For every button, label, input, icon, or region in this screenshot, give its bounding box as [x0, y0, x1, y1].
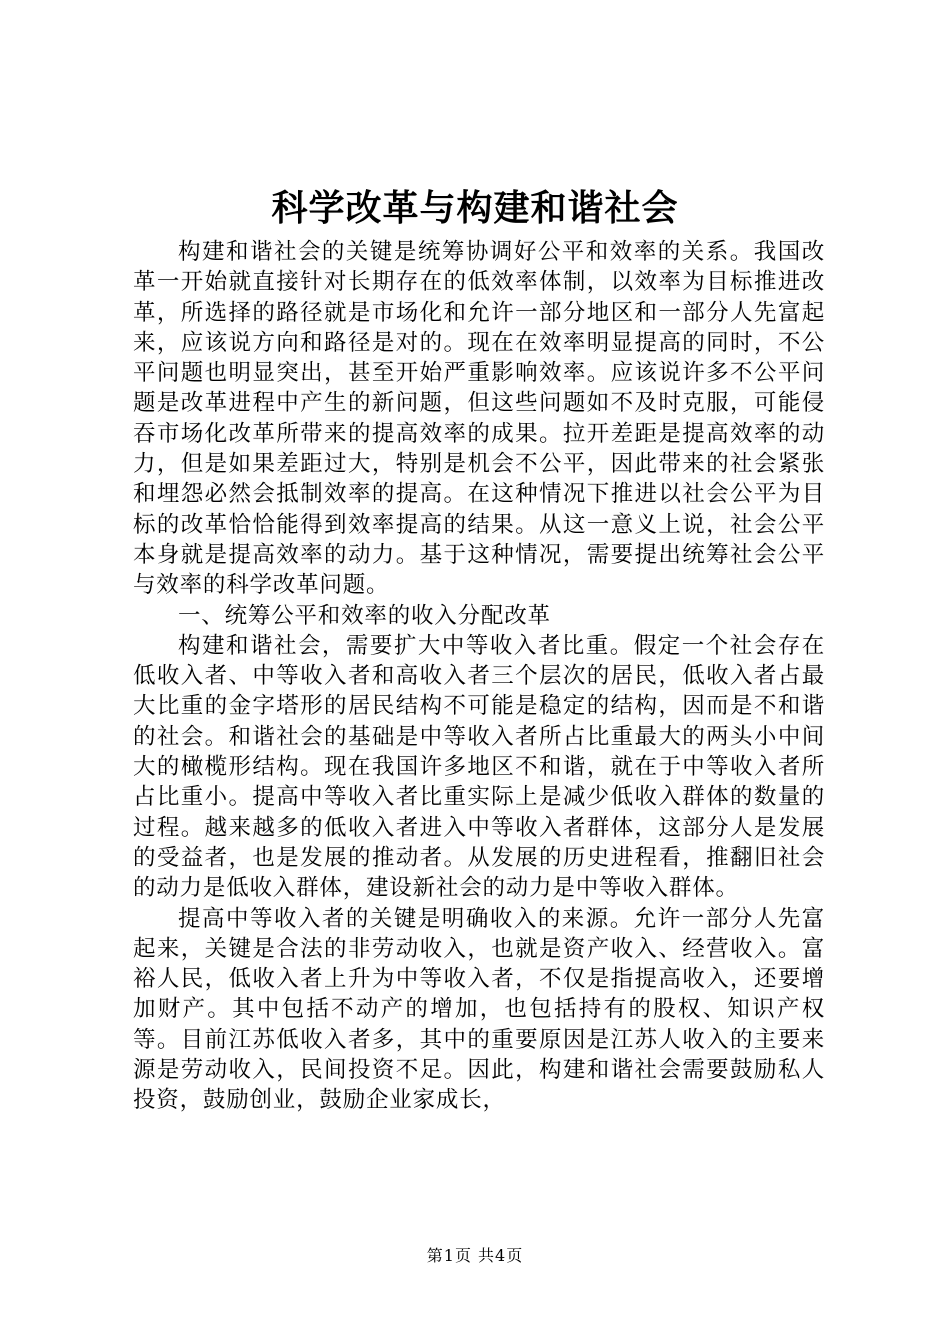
paragraph-income-source: 提高中等收入者的关键是明确收入的来源。允许一部分人先富起来，关键是合法的非劳动收入，也就是资产收入、经营收入。富裕人民，低收入者上升为中等收入者，不仅是指提高收入，还要增加财产。其中包括不动产的增加，也包括持有的股权、知识产权等。目前江苏低收入者多，其中的重要原因是江苏人收入的主要来源是劳动收入，民间投资不足。因此，构建和谐社会需要鼓励私人投资，鼓励创业，鼓励企业家成长，: [133, 905, 825, 1114]
paragraph-intro: 构建和谐社会的关键是统筹协调好公平和效率的关系。我国改革一开始就直接针对长期存在的低效率体制，以效率为目标推进改革，所选择的路径就是市场化和允许一部分地区和一部分人先富起来，应该说方向和路径是对的。现在在效率明显提高的同时，不公平问题也明显突出，甚至开始严重影响效率。应该说许多不公平问题是改革进程中产生的新问题，但这些问题如不及时克服，可能侵吞市场化改革所带来的提高效率的成果。拉开差距是提高效率的动力，但是如果差距过大，特别是机会不公平，因此带来的社会紧张和埋怨必然会抵制效率的提高。在这种情况下推进以社会公平为目标的改革恰恰能得到效率提高的结果。从这一意义上说，社会公平本身就是提高效率的动力。基于这种情况，需要提出统筹社会公平与效率的科学改革问题。: [133, 239, 825, 599]
section-heading: 一、统筹公平和效率的收入分配改革: [178, 602, 551, 629]
document-body: [133, 237, 825, 1116]
page-footer: 第1页 共4页: [426, 1246, 524, 1265]
document-title: 科学改革与构建和谐社会: [271, 187, 679, 229]
paragraph-middle-income: 构建和谐社会，需要扩大中等收入者比重。假定一个社会存在低收入者、中等收入者和高收入者三个层次的居民，低收入者占最大比重的金字塔形的居民结构不可能是稳定的结构，因而是不和谐的社会。和谐社会的基础是中等收入者所占比重最大的两头小中间大的橄榄形结构。现在我国许多地区不和谐，就在于中等收入者所占比重小。提高中等收入者比重实际上是减少低收入群体的数量的过程。越来越多的低收入者进入中等收入者群体，这部分人是发展的受益者，也是发展的推动者。从发展的历史进程看，推翻旧社会的动力是低收入群体，建设新社会的动力是中等收入群体。: [133, 632, 825, 902]
